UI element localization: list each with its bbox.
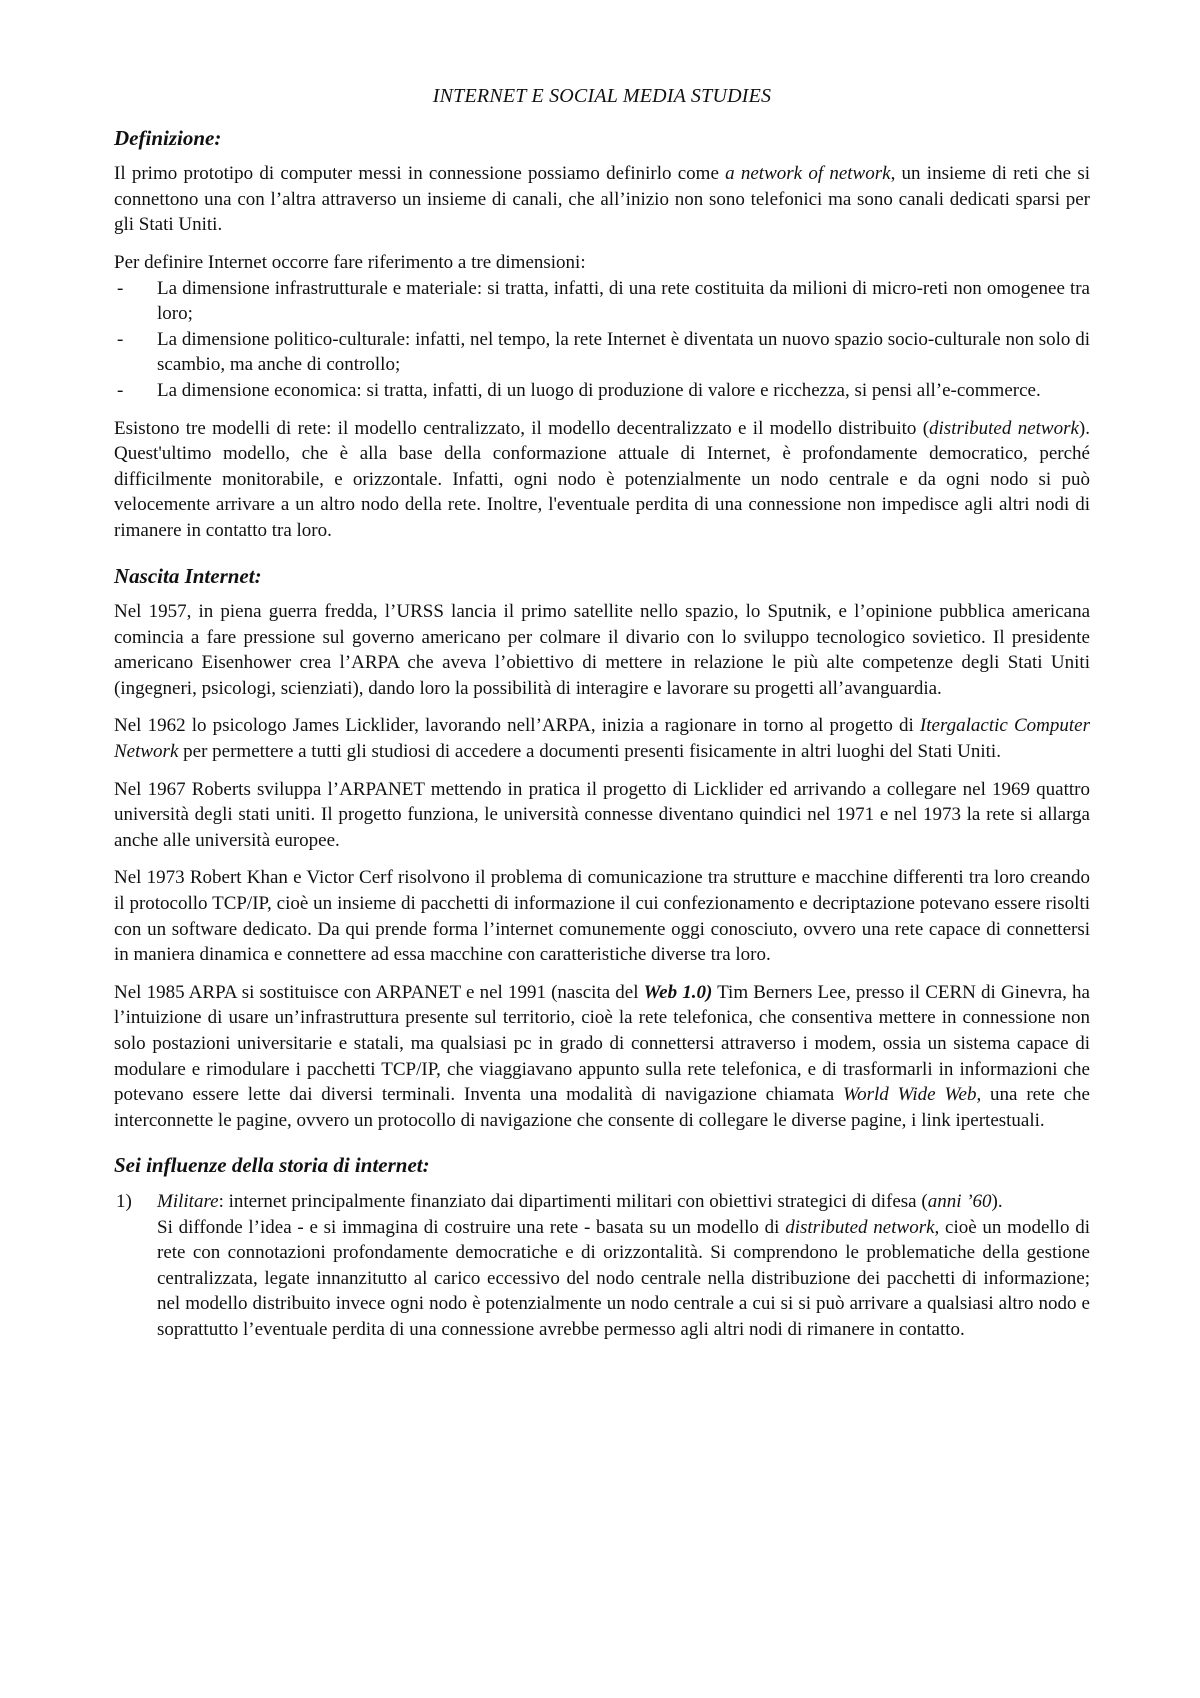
paragraph [114,713,1090,764]
text-run: , cioè un modello di rete con connotazioni profondamente democratiche e di orizzontalità. Si comprendono le problematiche della gestione centralizzata, legate innanzitutto al carico eccessivo del nodo centrale nella distribuzione dei pacchetti di informazione; nel modello distribuito invece ogni nodo è potenzialmente un nodo centrale a cui si si può arrivare a qualsiasi altro nodo e soprattutto l’eventuale perdita di una connessione avrebbe permesso agli altri nodi di rimanere in contatto. [157,1216,1090,1340]
list-item-text: La dimensione economica: si tratta, infatti, di un luogo di produzione di valore e ricchezza, si pensi all’e-commerce. [157,379,1041,401]
bold-term: Web 1.0) [643,981,713,1003]
text-run: , un insieme di reti che si connettono una con l’altra attraverso un insieme di canali, che all’inizio non sono telefonici ma sono canali dedicati sparsi per gli Stati Uniti. [114,163,1090,236]
paragraph: Nel 1967 Roberts sviluppa l’ARPANET mettendo in pratica il progetto di Licklider ed arrivando a collegare nel 1969 quattro università degli stati uniti. Il progetto funziona, le università connesse diventano quindici nel 1971 e nel 1973 la rete si allarga anche alle università europee. [114,778,1090,851]
list-number: 1) [116,1190,132,1212]
italic-term: anni ’60 [927,1190,992,1212]
italic-term: distributed network [929,417,1079,439]
text-run: Nel 1962 lo psicologo James Licklider, lavorando nell’ARPA, inizia a ragionare in torno al progetto di [114,715,920,737]
italic-term: distributed network [785,1216,935,1238]
text-run: Il primo prototipo di computer messi in connessione possiamo definirlo come [114,163,726,185]
text-run: ). Quest'ultimo modello, che è alla base della conformazione attuale di Internet, è profondamente democratico, perché difficilmente monitorabile, e orizzontale. Infatti, ogni nodo è potenzialmente un nodo centrale e da ogni nodo si può velocemente arrivare a un altro nodo della rete. Inoltre, l'eventuale perdita di una connessione non impedisce agli altri nodi di rimanere in contatto tra loro. [114,417,1090,541]
dash-bullet: - [117,379,124,401]
text-run: , una rete che interconnette le pagine, ovvero un protocollo di navigazione che consente di collegare le diverse pagine, i link ipertestuali. [114,1084,1090,1131]
section-heading-influenze: Sei influenze della storia di internet: [114,1153,430,1178]
list-item-text: La dimensione infrastrutturale e materiale: si tratta, infatti, di una rete costituita da milioni di micro-reti non omogenee tra loro; [157,277,1090,325]
paragraph: Per definire Internet occorre fare riferimento a tre dimensioni: [114,251,586,273]
text-run: ). [991,1190,1003,1212]
paragraph [114,161,1090,238]
section-heading-nascita: Nascita Internet: [114,563,262,588]
dash-bullet: - [117,328,124,350]
paragraph [114,416,1090,544]
list-item [116,1189,1090,1343]
list-item-paragraph [157,1215,1090,1343]
page-title: INTERNET E SOCIAL MEDIA STUDIES [432,85,772,107]
paragraph [114,980,1090,1134]
italic-term: Militare [157,1190,219,1212]
bullet-list [114,276,1090,404]
text-run: Esistono tre modelli di rete: il modello centralizzato, il modello decentralizzato e il modello distribuito ( [114,417,930,439]
section-heading-definizione: Definizione: [114,125,222,150]
list-item-text: La dimensione politico-culturale: infatti, nel tempo, la rete Internet è diventata un nuovo spazio socio-culturale non solo di scambio, ma anche di controllo; [157,328,1090,376]
text-run: per permettere a tutti gli studiosi di accedere a documenti presenti fisicamente in altri luoghi del Stati Uniti. [178,741,1001,763]
italic-term: World Wide Web [843,1084,977,1106]
text-run: Nel 1985 ARPA si sostituisce con ARPANET e nel 1991 (nascita del [114,981,644,1003]
list-item [117,327,1090,378]
paragraph: Nel 1957, in piena guerra fredda, l’URSS lancia il primo satellite nello spazio, lo Sputnik, e l’opinione pubblica americana comincia a fare pressione sul governo americano per colmare il divario con lo sviluppo tecnologico sovietico. Il presidente americano Eisenhower crea l’ARPA che aveva l’obiettivo di mettere in relazione le più alte competenze degli Stati Uniti (ingegneri, psicologi, scienziati), dando loro la possibilità di interagire e lavorare su progetti all’avanguardia. [114,601,1090,699]
list-item [117,276,1090,327]
text-run [157,1191,1003,1212]
text-run: Si diffonde l’idea - e si immagina di costruire una rete - basata su un modello di [157,1216,786,1238]
text-run: : internet principalmente finanziato dai dipartimenti militari con obiettivi strategici di difesa ( [218,1190,928,1212]
text-run: Tim Berners Lee, presso il CERN di Ginevra, ha l’intuizione di usare un’infrastruttura presente sul territorio, cioè la rete telefonica, che consentiva mettere in connessione non solo postazioni universitarie e statali, ma qualsiasi pc in grado di connettersi attraverso i modem, ossia un sistema capace di modulare e rimodulare i pacchetti TCP/IP, che viaggiavano appunto sulla rete telefonica, e di trasformarli in informazioni che potevano essere lette dai diversi terminali. Inventa una modalità di navigazione chiamata [114,981,1090,1106]
numbered-list [114,1189,1090,1343]
italic-term: Itergalactic Computer Network [114,715,1090,763]
dash-bullet: - [117,277,124,299]
list-item [117,378,1090,404]
italic-term: a network of network [725,163,891,185]
paragraph: Nel 1973 Robert Khan e Victor Cerf risolvono il problema di comunicazione tra strutture e macchine differenti tra loro creando il protocollo TCP/IP, cioè un insieme di pacchetti di informazione il cui confezionamento e decriptazione potevano essere risolti con un software dedicato. Da qui prende forma l’internet comunemente oggi conosciuto, ovvero una rete capace di connettersi in maniera dinamica e connettere ad essa macchine con caratteristiche diverse tra loro. [114,867,1090,966]
